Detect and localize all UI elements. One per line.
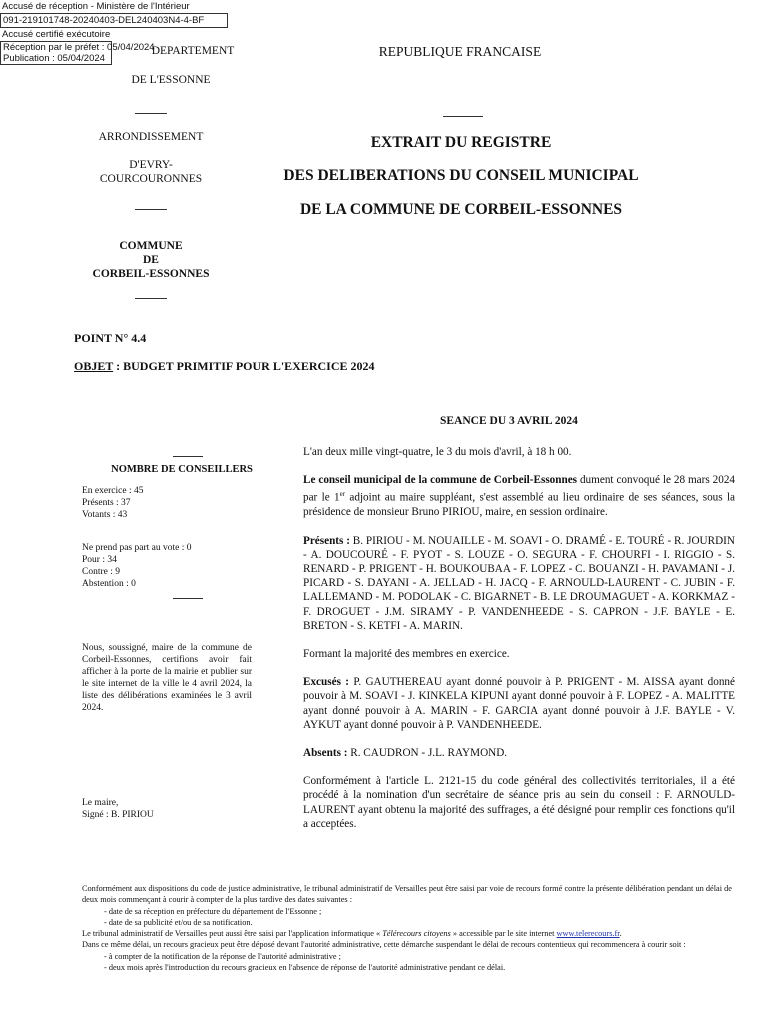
essonne-label: DE L'ESSONNE [131,74,211,86]
notice-p2-italic: Télérecours citoyens [382,929,451,939]
presents-paragraph [303,534,735,633]
signature-block [82,797,252,821]
notice-bullet1: - date de sa réception en préfecture du département de l'Essonne ; [104,906,322,916]
majorite-paragraph: Formant la majorité des membres en exercice. [303,647,510,660]
count-contre: Contre : 9 [82,567,120,577]
seance-date: SEANCE DU 3 AVRIL 2024 [440,415,578,427]
arrondissement-name [56,158,246,186]
legal-notice [82,883,732,973]
notice-bullet3: - à compter de la notification de la réponse de l'autorité administrative ; [104,951,341,961]
objet-text: : BUDGET PRIMITIF POUR L'EXERCICE 2024 [113,359,375,373]
count-votants: Votants : 43 [82,510,128,520]
arrondissement-label: ARRONDISSEMENT [98,131,204,143]
divider [135,209,167,210]
deliberation-body [303,445,735,831]
count-pour: Pour : 34 [82,555,117,565]
title-line1: EXTRAIT DU REGISTRE [370,134,552,151]
notice-p2 [82,928,732,939]
signature-name: Signé : B. PIRIOU [82,810,154,820]
presents-label: Présents : [303,534,350,547]
telerecours-link[interactable]: www.telerecours.fr [556,929,620,939]
point-number: POINT N° 4.4 [74,331,147,345]
commune-line3: CORBEIL-ESSONNES [92,268,210,280]
absents-list: R. CAUDRON - J.L. RAYMOND. [347,746,508,759]
divider [135,298,167,299]
notice-p2-a: Le tribunal administratif de Versailles peut aussi être saisi par l'application informatique « [82,929,383,939]
intro-paragraph: L'an deux mille vingt-quatre, le 3 du mois d'avril, à 18 h 00. [303,446,572,458]
notice-bullet4: - deux mois après l'introduction du recours gracieux en l'absence de réponse de l'autorité administrative pendant ce délai. [104,963,506,973]
evry-line1: D'EVRY- [129,159,173,171]
departement-label: DEPARTEMENT [151,45,235,57]
commune-line2: DE [143,254,159,266]
commune-line1: COMMUNE [119,240,183,252]
republique-francaise: REPUBLIQUE FRANCAISE [378,44,542,59]
stamp-line-certified: Accusé certifié exécutoire [2,29,111,40]
title-line2: DES DELIBERATIONS DU CONSEIL MUNICIPAL [283,167,639,184]
presents-list: B. PIRIOU - M. NOUAILLE - M. SOAVI - O. DRAMÉ - E. TOURÉ - R. JOURDIN - A. DOUCOURÉ - F. PYOT - S. LOUZE - O. SEGURA - F. CHOURFI - I. RIGGIO - S. RENARD - P. PRIGENT - H. BOUKOUBAA - F. LOPEZ - C. BOUANZI - H. PAVAMANI - J. PICARD - S. DAYANI - A. JELLAD - H. JACQ - F. ARNOULD-LAURENT - C. JUBIN - F. LALLEMAND - M. PODOLAK - C. BIGARNET - B. LE DROUMAGUET - A. KORKMAZ - F. DROGUET - J.M. SIRAMY - P. VANDENHEEDE - S. CAPRON - J.F. BAYLE - E. BRETON - S. KETFI - A. MARIN. [303,534,735,632]
stamp-publication: Publication : 05/04/2024 [3,53,105,64]
notice-p2-c: . [619,929,622,939]
objet-line [74,359,375,374]
stamp-reference: 091-219101748-20240403-DEL240403N4-4-BF [0,13,228,28]
vote-counts [82,542,282,590]
convocation-sup: er [339,490,346,499]
convocation-paragraph [303,473,735,519]
departement-block [76,44,266,87]
commune-block [56,239,246,281]
notice-p3: Dans ce même délai, un recours gracieux peut être déposé devant l'autorité administrative, cette démarche suspendant le délai de recours contentieux qui recommencera à courir soit : [82,940,686,950]
objet-label: OBJET [74,359,114,373]
absents-label: Absents : [303,746,348,759]
notice-bullet2: - date de sa publicité et/ou de sa notification. [104,917,253,927]
count-abstention: Abstention : 0 [82,579,136,589]
divider [443,116,483,117]
notice-p2-b: » accessible par le site internet [450,929,557,939]
secretaire-paragraph: Conformément à l'article L. 2121-15 du code général des collectivités territoriales, il a été procédé à la nomination d'un secrétaire de séance pris au sein du conseil : F. ARNOULD-LAURENT ayant obtenu la majorité des suffrages, a été désigné pour remplir ces fonctions qu'il a acceptées. [303,775,735,830]
excuses-list: P. GAUTHEREAU ayant donné pouvoir à P. PRIGENT - M. AISSA ayant donné pouvoir à M. SOAVI - J. KINKELA KIPUNI ayant donné pouvoir à F. LOPEZ - A. MALITTE ayant donné pouvoir à A. MARIN - F. GARCIA ayant donné pouvoir à J.F. BAYLE - V. AYKUT ayant donné pouvoir à P. VANDENHEEDE. [303,676,735,731]
count-exercice: En exercice : 45 [82,486,144,496]
excuses-label: Excusés : [303,676,349,689]
divider [173,456,203,457]
divider [135,113,167,114]
convocation-bold: Le conseil municipal de la commune de Corbeil-Essonnes [303,474,578,487]
convocation-text-a: dument convoqué le 28 mars 2024 par le 1 [303,474,736,505]
title-line3: DE LA COMMUNE DE CORBEIL-ESSONNES [299,201,623,218]
stamp-reception: Réception par le préfet : 05/04/2024 [3,42,155,53]
stamp-line-ministry: Accusé de réception - Ministère de l'Intérieur [2,1,190,12]
absents-paragraph [303,746,735,760]
notice-p1: Conformément aux dispositions du code de justice administrative, le tribunal administratif de Versailles peut être saisi par voie de recours formé contre la présente délibération pendant un délai de deux mois commençant à courir à compter de la plus tardive des dates suivantes : [82,884,732,905]
divider [173,598,203,599]
evry-line2: COURCOURONNES [99,173,203,185]
convocation-text-b: adjoint au maire suppléant, s'est assemblé au lieu ordinaire de ses séances, sous la présidence de monsieur Bruno PIRIOU, maire, en session ordinaire. [303,492,736,519]
certification-text: Nous, soussigné, maire de la commune de Corbeil-Essonnes, certifions avoir fait afficher à la porte de la mairie et publier sur le site internet de la ville le 4 avril 2024, la liste des délibérations examinées le 3 avril 2024. [82,643,252,713]
conseillers-counts [82,485,282,521]
conseillers-title: NOMBRE DE CONSEILLERS [111,464,253,475]
excuses-paragraph [303,675,735,732]
count-presents: Présents : 37 [82,498,131,508]
signature-title: Le maire, [82,798,119,808]
count-ne-prend: Ne prend pas part au vote : 0 [82,543,192,553]
